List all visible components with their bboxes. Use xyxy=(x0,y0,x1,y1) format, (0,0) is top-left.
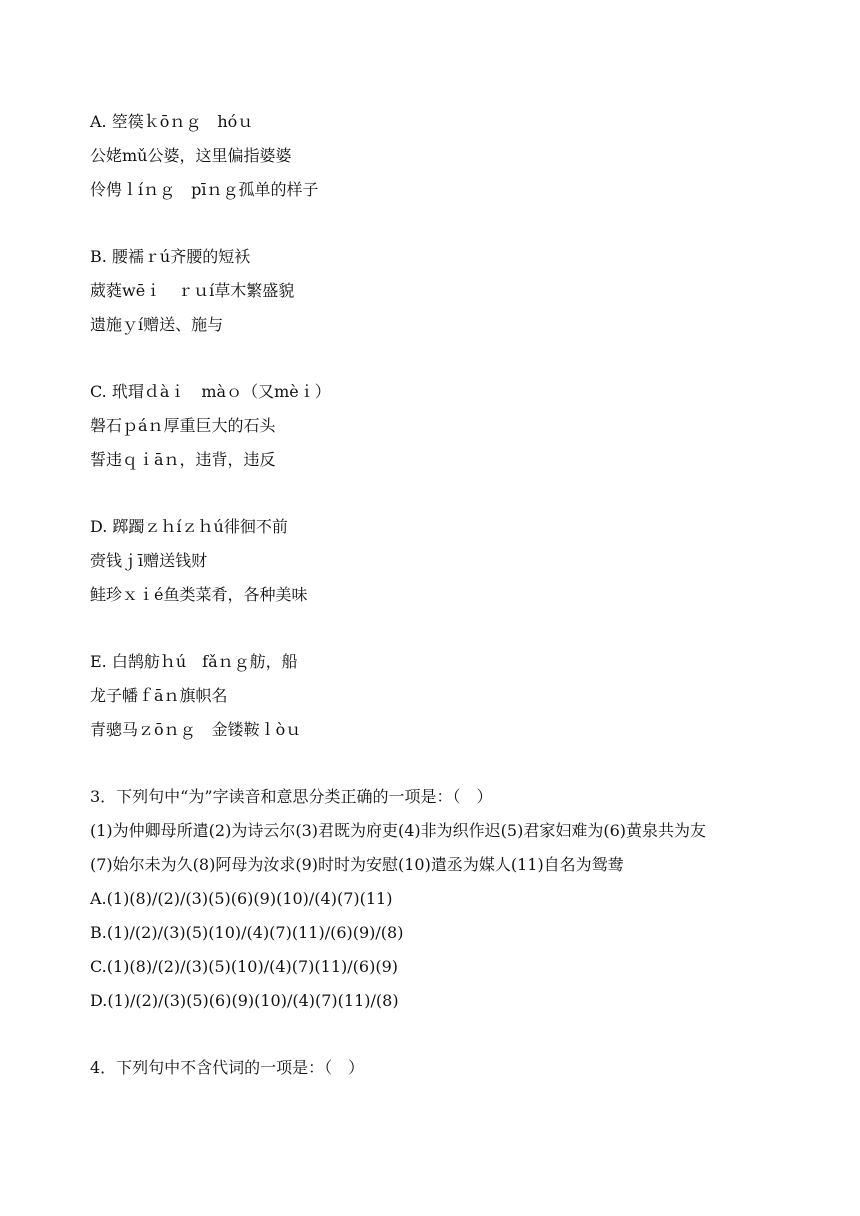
option-e-line-3: 青骢马ｚōｎｇ 金镂鞍ｌòｕ xyxy=(90,720,302,739)
option-d-line-3: 鲑珍ｘｉé鱼类菜肴，各种美味 xyxy=(90,585,308,604)
question-3-option-c: C.(1)(8)/(2)/(3)(5)(10)/(4)(7)(11)/(6)(9) xyxy=(90,957,398,976)
option-d-line-2: 赍钱ｊī赠送钱财 xyxy=(90,551,208,570)
question-4-title: 4．下列句中不含代词的一项是：（ ） xyxy=(90,1058,365,1077)
option-b-line-1: B. 腰襦ｒú齐腰的短袄 xyxy=(90,247,251,266)
question-3-title: 3．下列句中“为”字读音和意思分类正确的一项是：（ ） xyxy=(90,787,493,806)
option-c-line-3: 誓违ｑｉāｎ，违背，违反 xyxy=(90,450,276,469)
option-e-line-1: E. 白鹄舫ｈú fǎｎｇ舫，船 xyxy=(90,652,298,671)
option-b-line-2: 葳蕤wēｉ ｒｕí草木繁盛貌 xyxy=(90,281,295,300)
option-c-line-1: C. 玳瑁ｄàｉ màｏ（又mèｉ） xyxy=(90,382,331,401)
option-a-line-1: A. 箜篌ｋōｎｇ hóｕ xyxy=(90,112,254,131)
question-3-sentences-line-1: (1)为仲卿母所遣(2)为诗云尔(3)君既为府吏(4)非为织作迟(5)君家妇难为(6)黄泉共为友 xyxy=(90,821,706,840)
option-a-line-3: 伶俜ｌíｎｇ pīｎｇ孤单的样子 xyxy=(90,180,319,199)
option-b-line-3: 遗施ｙí赠送、施与 xyxy=(90,315,224,334)
option-c-line-2: 磐石ｐáｎ厚重巨大的石头 xyxy=(90,416,276,435)
question-3-option-a: A.(1)(8)/(2)/(3)(5)(6)(9)(10)/(4)(7)(11) xyxy=(90,889,393,908)
question-3-option-d: D.(1)/(2)/(3)(5)(6)(9)(10)/(4)(7)(11)/(8) xyxy=(90,991,399,1010)
option-d-line-1: D. 踯躅ｚｈíｚｈú徘徊不前 xyxy=(90,517,288,536)
question-3-option-b: B.(1)/(2)/(3)(5)(10)/(4)(7)(11)/(6)(9)/(8) xyxy=(90,923,404,942)
question-3-sentences-line-2: (7)始尔未为久(8)阿母为汝求(9)时时为安慰(10)遣丞为媒人(11)自名为鸳鸯 xyxy=(90,855,624,874)
option-e-line-2: 龙子幡ｆāｎ旗帜名 xyxy=(90,686,228,705)
option-a-line-2: 公姥mǔ公婆，这里偏指婆婆 xyxy=(90,146,292,165)
